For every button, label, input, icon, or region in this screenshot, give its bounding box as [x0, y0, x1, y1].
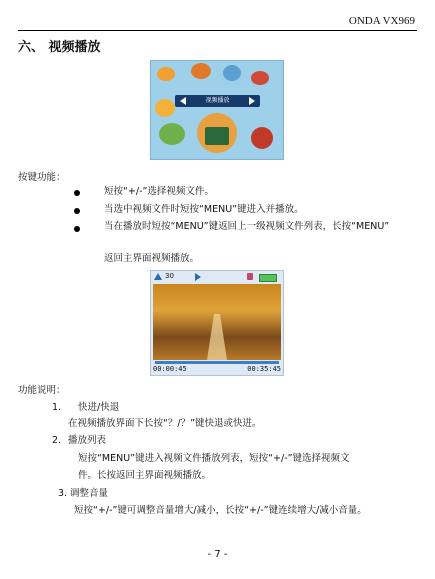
bullet-dot — [74, 190, 80, 196]
page-number: - 7 - — [207, 549, 228, 560]
header-rule — [18, 30, 417, 31]
menu-icon-right — [251, 71, 269, 85]
time-elapsed: 00:00:45 — [153, 365, 187, 373]
status-bar — [151, 271, 283, 283]
video-frame-autumn-forest — [153, 284, 281, 360]
menu-icon-top — [191, 63, 211, 79]
arrow-left-icon — [180, 97, 186, 105]
func-1-number: 1. — [52, 402, 62, 413]
bullet-dot — [74, 226, 80, 232]
key-bullet-3: 当在播放时短按“MENU”键返回上一级视频文件列表，长按“MENU” — [104, 221, 390, 232]
menu-icon-bottomright — [251, 127, 273, 149]
key-bullet-3-cont: 返回主界面视频播放。 — [104, 253, 200, 264]
volume-icon — [154, 273, 162, 280]
menu-icon-left — [155, 99, 175, 117]
func-1-title: 快进/快退 — [78, 402, 120, 413]
key-bullet-1: 短按“+/-”选择视频文件。 — [104, 186, 214, 197]
menu-label-bar: 视频播放 — [175, 95, 260, 107]
func-3-desc: 短按“+/-”键可调整音量增大/减小，长按“+/-”键连续增大/减小音量。 — [74, 505, 367, 516]
video-playback-screenshot — [150, 270, 284, 376]
device-model-header: ONDA VX969 — [348, 15, 415, 27]
volume-value: 30 — [165, 272, 174, 280]
func-2-number: 2. — [52, 435, 62, 446]
section-title: 六、 视频播放 — [18, 40, 101, 55]
menu-icon-topleft — [157, 67, 175, 81]
menu-icon-topright — [223, 65, 241, 81]
key-bullet-2: 当选中视频文件时短按“MENU”键进入并播放。 — [104, 204, 304, 215]
battery-icon — [259, 274, 277, 282]
keys-heading: 按键功能： — [18, 172, 66, 183]
func-2-desc-line2: 件。长按返回主界面视频播放。 — [78, 470, 212, 481]
func-3-title: 调整音量 — [70, 488, 109, 499]
arrow-right-icon — [249, 97, 255, 105]
func-2-title: 播放列表 — [68, 435, 107, 446]
functions-heading: 功能说明： — [18, 385, 66, 396]
lock-icon — [247, 273, 253, 280]
func-1-desc: 在视频播放界面下长按“？/？”键快退或快进。 — [68, 418, 262, 429]
progress-bar — [155, 361, 279, 364]
func-2-desc-line1: 短按“MENU”键进入视频文件播放列表，短按“+/-”键选择视频文 — [78, 453, 350, 464]
main-menu-screenshot — [150, 60, 284, 160]
road-shape — [207, 314, 227, 360]
menu-icon-bottomleft — [159, 123, 185, 145]
func-3-number: 3. — [58, 488, 68, 499]
clapperboard-icon — [205, 127, 229, 145]
time-total: 00:35:45 — [247, 365, 281, 373]
play-icon — [195, 273, 201, 281]
bullet-dot — [74, 208, 80, 214]
